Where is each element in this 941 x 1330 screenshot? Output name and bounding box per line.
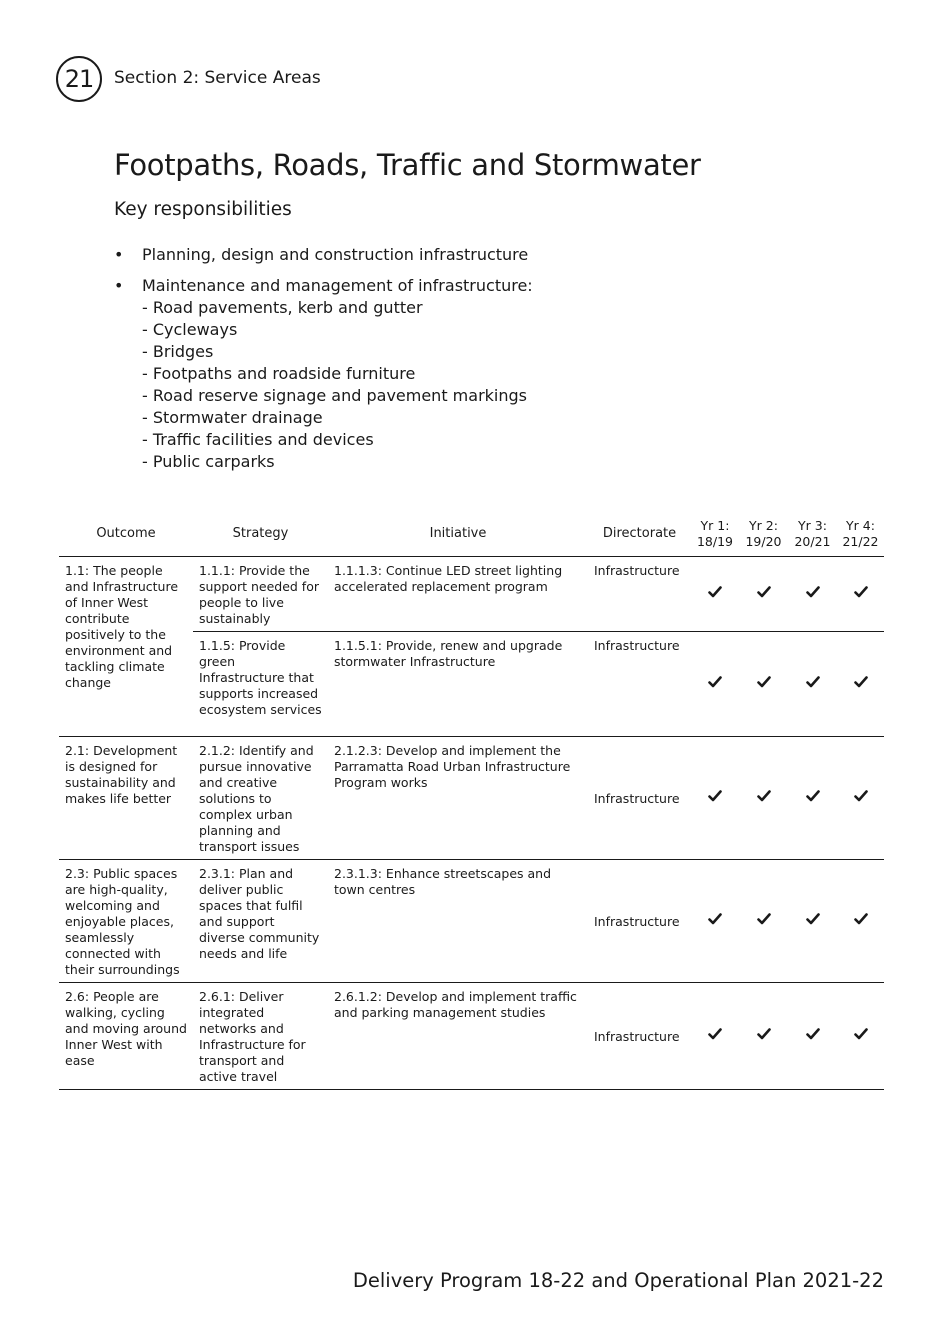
checkmark-icon xyxy=(806,913,820,925)
sub-list-item: - Cycleways xyxy=(142,320,238,339)
checkmark-icon xyxy=(806,790,820,802)
checkmark-icon xyxy=(757,1028,771,1040)
bullet-icon: • xyxy=(114,245,124,264)
initiative-cell: 1.1.5.1: Provide, renew and upgrade stormwater Infrastructure xyxy=(328,632,588,737)
strategy-cell: 2.3.1: Plan and deliver public spaces that fulfil and support diverse community needs and life xyxy=(193,860,328,983)
year-tick-cell xyxy=(788,860,837,983)
page-title: Footpaths, Roads, Traffic and Stormwater xyxy=(114,148,701,182)
outcome-cell: 2.6: People are walking, cycling and moving around Inner West with ease xyxy=(59,983,193,1090)
table-row xyxy=(59,737,884,860)
directorate-cell: Infrastructure xyxy=(588,860,691,983)
initiative-cell: 2.6.1.2: Develop and implement traffic and parking management studies xyxy=(328,983,588,1090)
table-row xyxy=(59,860,884,983)
checkmark-icon xyxy=(757,586,771,598)
initiatives-table xyxy=(59,512,884,1090)
checkmark-icon xyxy=(854,586,868,598)
checkmark-icon xyxy=(757,676,771,688)
directorate-header: Directorate xyxy=(588,512,691,557)
year-tick-cell xyxy=(837,983,884,1090)
initiative-cell: 1.1.1.3: Continue LED street lighting accelerated replacement program xyxy=(328,557,588,632)
checkmark-icon xyxy=(708,913,722,925)
initiative-cell: 2.1.2.3: Develop and implement the Parramatta Road Urban Infrastructure Program works xyxy=(328,737,588,860)
year-tick-cell xyxy=(691,737,739,860)
checkmark-icon xyxy=(708,586,722,598)
checkmark-icon xyxy=(708,1028,722,1040)
checkmark-icon xyxy=(757,913,771,925)
year-tick-cell xyxy=(739,632,788,737)
strategy-header: Strategy xyxy=(193,512,328,557)
strategy-cell: 2.6.1: Deliver integrated networks and Infrastructure for transport and active travel xyxy=(193,983,328,1090)
year-tick-cell xyxy=(739,983,788,1090)
sub-list-item: - Footpaths and roadside furniture xyxy=(142,364,416,383)
subtitle: Key responsibilities xyxy=(114,199,292,220)
list-item xyxy=(114,275,674,473)
checkmark-icon xyxy=(708,790,722,802)
year-tick-cell xyxy=(788,983,837,1090)
outcome-cell: 2.3: Public spaces are high-quality, welcoming and enjoyable places, seamlessly connected with their surroundings xyxy=(59,860,193,983)
year-tick-cell xyxy=(837,632,884,737)
year-tick-cell xyxy=(691,860,739,983)
checkmark-icon xyxy=(854,1028,868,1040)
year-tick-cell xyxy=(837,860,884,983)
checkmark-icon xyxy=(854,790,868,802)
checkmark-icon xyxy=(854,676,868,688)
footer-document-title: Delivery Program 18-22 and Operational Plan 2021-22 xyxy=(352,1269,884,1292)
strategy-cell: 1.1.5: Provide green Infrastructure that supports increased ecosystem services xyxy=(193,632,328,737)
yr1-header: Yr 1: 18/19 xyxy=(691,512,739,557)
checkmark-icon xyxy=(757,790,771,802)
list-item-text: Planning, design and construction infrastructure xyxy=(142,245,529,264)
strategy-cell: 1.1.1: Provide the support needed for people to live sustainably xyxy=(193,557,328,632)
bullet-icon: • xyxy=(114,276,124,295)
directorate-cell: Infrastructure xyxy=(588,557,691,632)
list-item-text: Maintenance and management of infrastructure: xyxy=(142,276,533,295)
page-number-badge: 21 xyxy=(56,56,102,102)
year-tick-cell xyxy=(788,632,837,737)
checkmark-icon xyxy=(708,676,722,688)
sub-list-item: - Bridges xyxy=(142,342,214,361)
year-tick-cell xyxy=(788,737,837,860)
checkmark-icon xyxy=(806,676,820,688)
year-tick-cell xyxy=(837,737,884,860)
strategy-cell: 2.1.2: Identify and pursue innovative and creative solutions to complex urban planning and transport issues xyxy=(193,737,328,860)
directorate-cell: Infrastructure xyxy=(588,632,691,737)
sub-list-item: - Traffic facilities and devices xyxy=(142,430,374,449)
list-item xyxy=(114,244,674,266)
checkmark-icon xyxy=(854,913,868,925)
yr2-header: Yr 2: 19/20 xyxy=(739,512,788,557)
sub-list-item: - Road pavements, kerb and gutter xyxy=(142,298,423,317)
table-header-row xyxy=(59,512,884,557)
initiatives-table-wrapper xyxy=(59,512,884,1090)
initiative-header: Initiative xyxy=(328,512,588,557)
year-tick-cell xyxy=(788,557,837,632)
section-label: Section 2: Service Areas xyxy=(114,68,321,88)
table-row xyxy=(59,983,884,1090)
checkmark-icon xyxy=(806,1028,820,1040)
initiative-cell: 2.3.1.3: Enhance streetscapes and town centres xyxy=(328,860,588,983)
yr3-header: Yr 3: 20/21 xyxy=(788,512,837,557)
sub-list-item: - Road reserve signage and pavement markings xyxy=(142,386,527,405)
outcome-cell: 2.1: Development is designed for sustainability and makes life better xyxy=(59,737,193,860)
year-tick-cell xyxy=(739,737,788,860)
year-tick-cell xyxy=(739,860,788,983)
table-row xyxy=(59,557,884,632)
outcome-header: Outcome xyxy=(59,512,193,557)
year-tick-cell xyxy=(691,983,739,1090)
outcome-cell: 1.1: The people and Infrastructure of Inner West contribute positively to the environment and tackling climate change xyxy=(59,557,193,737)
year-tick-cell xyxy=(691,632,739,737)
sub-list-item: - Public carparks xyxy=(142,452,275,471)
year-tick-cell xyxy=(691,557,739,632)
directorate-cell: Infrastructure xyxy=(588,983,691,1090)
yr4-header: Yr 4: 21/22 xyxy=(837,512,884,557)
sub-list-item: - Stormwater drainage xyxy=(142,408,323,427)
directorate-cell: Infrastructure xyxy=(588,737,691,860)
checkmark-icon xyxy=(806,586,820,598)
year-tick-cell xyxy=(739,557,788,632)
responsibilities-list xyxy=(114,244,674,482)
year-tick-cell xyxy=(837,557,884,632)
